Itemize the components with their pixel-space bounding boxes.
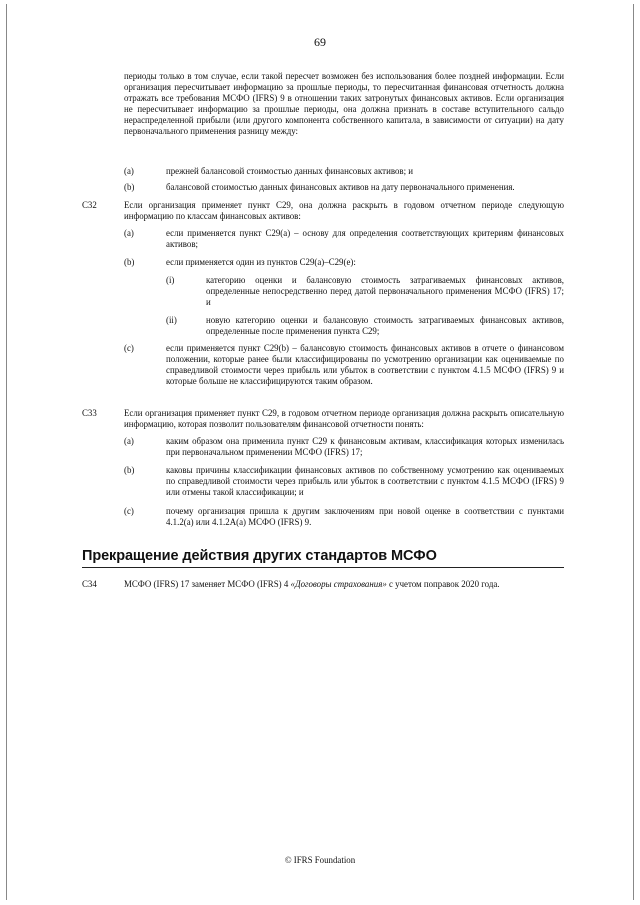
heading-underline xyxy=(82,567,564,568)
intro-item-b-label: (b) xyxy=(124,182,135,192)
c33-item-a-text: каким образом она применила пункт C29 к финансовым активам, классификация которых изменилась при первоначальном применении МСФО (IFRS) 17; xyxy=(166,436,564,457)
c32-item-c-label: (c) xyxy=(124,343,134,353)
c33-item-b-text: каковы причины классификации финансовых активов по собственному усмотрению как оцениваемых по справедливой стоимости через прибыль или убыток в соответствии с пунктом 4.1.5 МСФО (IFRS) 9 или отмены такой классификации; и xyxy=(166,465,564,497)
intro-item-a-label: (a) xyxy=(124,166,134,176)
intro-paragraph-block xyxy=(124,71,564,137)
paragraph-c33-label: C33 xyxy=(82,408,97,418)
c33-item-a-label: (a) xyxy=(124,436,134,446)
c33-item-b-label: (b) xyxy=(124,465,135,475)
c32-item-b-ii-label: (ii) xyxy=(166,315,177,325)
paragraph-c32-label: C32 xyxy=(82,200,97,210)
paragraph-c32-text: Если организация применяет пункт C29, она должна раскрыть в годовом отчетном периоде следующую информацию по классам финансовых активов: xyxy=(124,200,564,221)
c32-item-b-i-label: (i) xyxy=(166,275,175,285)
c32-item-a-text: если применяется пункт C29(a) – основу для определения соответствующих критериям финансовых активов; xyxy=(166,228,564,249)
c32-item-a-label: (a) xyxy=(124,228,134,238)
c33-item-c-text: почему организация пришла к другим заключениям при новой оценке в соответствии с пунктами 4.1.2(a) или 4.1.2A(a) МСФО (IFRS) 9. xyxy=(166,506,564,527)
intro-item-a-text: прежней балансовой стоимостью данных финансовых активов; и xyxy=(166,166,414,176)
c32-item-b-ii-text: новую категорию оценки и балансовую стоимость затрагиваемых финансовых активов, определенные после применения пункта C29; xyxy=(206,315,564,336)
page-number: 69 xyxy=(314,35,326,49)
intro-paragraph: периоды только в том случае, если такой пересчет возможен без использования более поздней информации. Если организация пересчитывает информацию за прошлые периоды, то пересчитанная финансовая отчетность должна отражать все требования МСФО (IFRS) 9 в отношении таких затронутых финансовых активов. Если организация не пересчитывает информацию за прошлые периоды, она должна признать в составе вступительного сальдо нераспределенной прибыли (или другого компонента собственного капитала, в зависимости от ситуации) на дату первоначального применения разницу между: xyxy=(124,71,564,136)
c32-item-b-text: если применяется один из пунктов C29(a)–C29(e): xyxy=(166,257,356,267)
paragraph-c34-text xyxy=(124,579,564,590)
paragraph-c34-label: C34 xyxy=(82,579,97,589)
section-heading: Прекращение действия других стандартов МСФО xyxy=(82,548,437,564)
c34-text-italic: «Договоры страхования» xyxy=(290,579,387,589)
c32-item-b-i-text: категорию оценки и балансовую стоимость затрагиваемых финансовых активов, определенные непосредственно перед датой первоначального применения МСФО (IFRS) 17; и xyxy=(206,275,564,307)
c34-text-after: с учетом поправок 2020 года. xyxy=(386,579,500,589)
c34-text-before: МСФО (IFRS) 17 заменяет МСФО (IFRS) 4 xyxy=(124,579,291,589)
c33-item-c-label: (c) xyxy=(124,506,134,516)
footer-copyright: © IFRS Foundation xyxy=(284,855,356,865)
c32-item-c-text: если применяется пункт C29(b) – балансовую стоимость финансовых активов в отчете о финансовом положении, которые ранее были классифицированы по усмотрению организации как оцениваемые по справедливой стоимости через прибыль или убыток в соответствии с пунктом 4.1.5 МСФО (IFRS) 9 и которые больше не классифицируются таким образом. xyxy=(166,343,564,386)
paragraph-c33-text: Если организация применяет пункт C29, в годовом отчетном периоде организация должна раскрыть описательную информацию, которая позволит пользователям финансовой отчетности понять: xyxy=(124,408,564,429)
intro-item-b-text: балансовой стоимостью данных финансовых активов на дату первоначального применения. xyxy=(166,182,515,192)
c32-item-b-label: (b) xyxy=(124,257,135,267)
